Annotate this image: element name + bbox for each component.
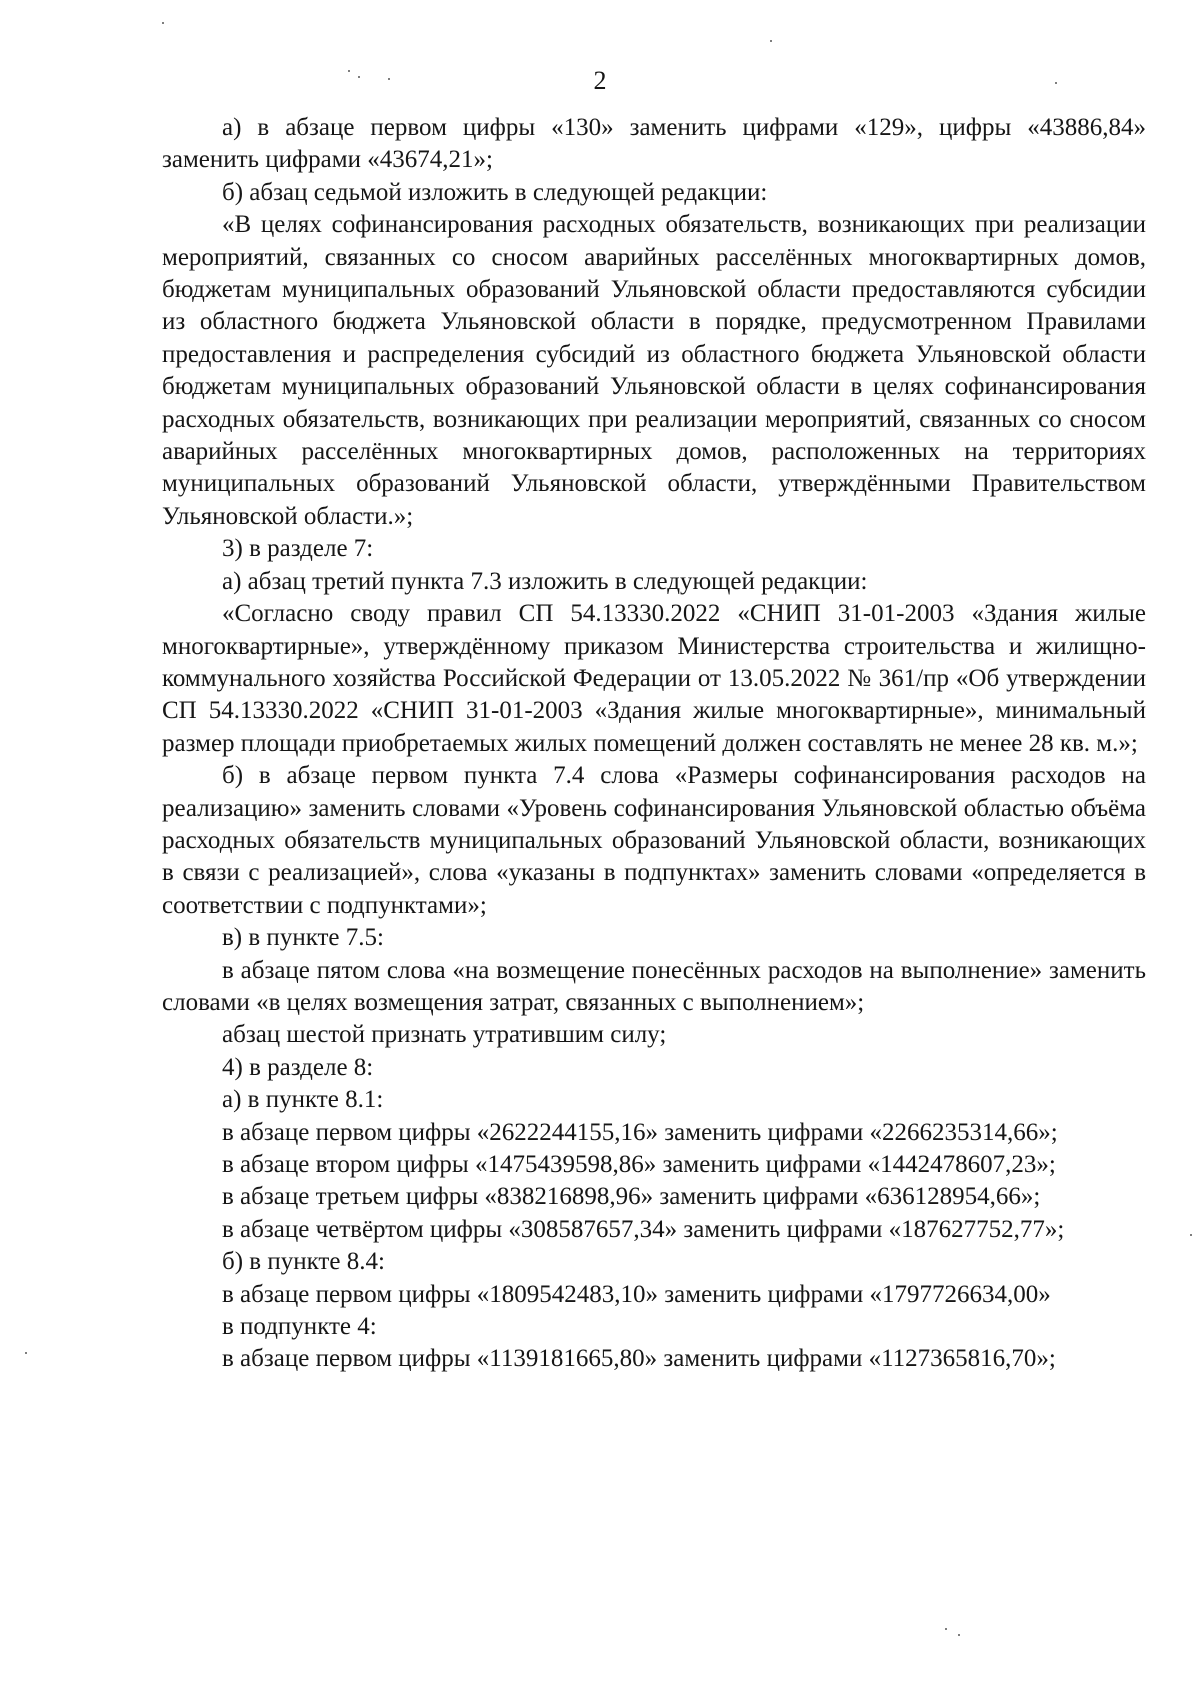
paragraph: б) в абзаце первом пункта 7.4 слова «Размеры софинансирования расходов на реализацию» заменить словами «Уровень софинансирования Ульяновской областью объёма расходных обязательств муниципальных образований Ульяновской области, возникающих в связи с реализацией», слова «указаны в подпунктах» заменить словами «определяется в соответствии с подпунктами»; [162, 762, 1146, 919]
paragraph: в) в пункте 7.5: [222, 924, 384, 952]
paragraph: 3) в разделе 7: [222, 535, 374, 563]
paragraph: в абзаце третьем цифры «838216898,96» заменить цифрами «636128954,66»; [222, 1183, 1041, 1211]
scan-speck [945, 1628, 947, 1630]
paragraph: «Согласно своду правил СП 54.13330.2022 «СНИП 31-01-2003 «Здания жилые многоквартирные», утверждённому приказом Министерства строительства и жилищно-коммунального хозяйства Российской Федерации от 13.05.2022 № 361/пр «Об утверждении СП 54.13330.2022 «СНИП 31-01-2003 «Здания жилые многоквартирные», минимальный размер площади приобретаемых жилых помещений должен составлять не менее 28 кв. м.»; [162, 600, 1146, 757]
paragraph: в абзаце четвёртом цифры «308587657,34» заменить цифрами «187627752,77»; [222, 1215, 1065, 1243]
paragraph: а) в пункте 8.1: [222, 1086, 384, 1114]
scan-speck [162, 22, 164, 24]
page-number: 2 [593, 66, 607, 95]
paragraph: а) в абзаце первом цифры «130» заменить цифрами «129», цифры «43886,84» заменить цифрами «43674,21»; [162, 114, 1146, 174]
paragraph: в подпункте 4: [222, 1313, 377, 1341]
paragraph: «В целях софинансирования расходных обязательств, возникающих при реализации мероприятий, связанных со сносом аварийных расселённых многоквартирных домов, бюджетам муниципальных образований Ульяновской области предоставляются субсидии из областного бюджета Ульяновской области в порядке, предусмотренном Правилами предоставления и распределения субсидий из областного бюджета Ульяновской области бюджетам муниципальных образований Ульяновской области в целях софинансирования расходных обязательств, возникающих при реализации мероприятий, связанных со сносом аварийных расселённых многоквартирных домов, расположенных на территориях муниципальных образований Ульяновской области, утверждёнными Правительством Ульяновской области.»; [162, 211, 1146, 530]
paragraph: в абзаце пятом слова «на возмещение понесённых расходов на выполнение» заменить словами «в целях возмещения затрат, связанных с выполнением»; [162, 956, 1146, 1016]
scan-speck [770, 40, 772, 42]
scan-speck [388, 78, 390, 80]
paragraph: 4) в разделе 8: [222, 1053, 374, 1081]
scan-speck [348, 70, 350, 72]
paragraph: в абзаце первом цифры «2622244155,16» заменить цифрами «2266235314,66»; [222, 1118, 1058, 1146]
paragraph: в абзаце первом цифры «1809542483,10» заменить цифрами «1797726634,00» [222, 1280, 1051, 1308]
paragraph: абзац шестой признать утратившим силу; [222, 1021, 667, 1049]
paragraph: в абзаце втором цифры «1475439598,86» заменить цифрами «1442478607,23»; [222, 1151, 1056, 1178]
paragraph: а) абзац третий пункта 7.3 изложить в следующей редакции: [222, 567, 868, 595]
scan-speck [1055, 82, 1057, 84]
scan-speck [25, 1352, 27, 1354]
paragraph: в абзаце первом цифры «1139181665,80» заменить цифрами «1127365816,70»; [222, 1345, 1056, 1373]
document-body [162, 112, 1146, 1376]
scan-speck [358, 76, 360, 78]
paragraph: б) в пункте 8.4: [222, 1248, 385, 1276]
paragraph: б) абзац седьмой изложить в следующей редакции: [222, 178, 768, 206]
scan-speck [1190, 1234, 1192, 1236]
scan-speck [958, 1634, 960, 1636]
